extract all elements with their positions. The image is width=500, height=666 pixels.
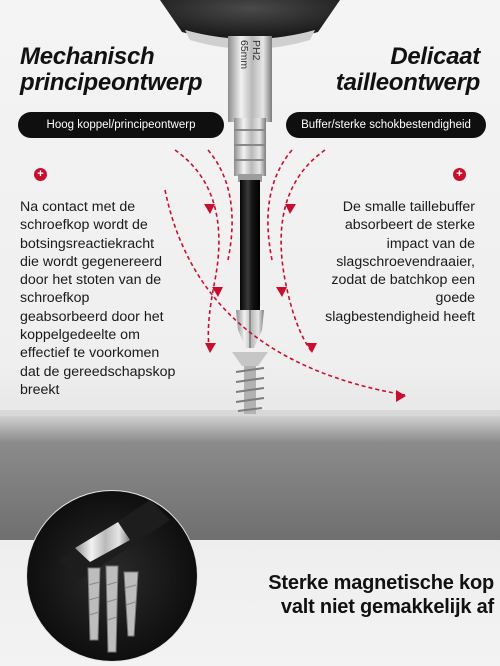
drill-chuck — [160, 0, 340, 42]
plus-circle-icon: + — [453, 168, 466, 181]
bit-label — [236, 40, 266, 110]
left-desc-line: geabsorbeerd door het — [20, 308, 164, 325]
left-heading — [20, 44, 220, 96]
right-desc-line: absorbeert de sterke — [344, 217, 475, 234]
right-desc-line: De smalle taillebuffer — [342, 199, 475, 215]
left-heading-line1: Mechanisch — [20, 43, 155, 70]
left-desc-line: effectief te voorkomen — [20, 345, 160, 362]
right-feature-badge: Buffer/sterke schokbestendigheid — [286, 112, 486, 138]
left-description — [20, 198, 205, 399]
right-desc-line: impact van de — [386, 235, 475, 252]
left-desc-line: koppelgedeelte om — [20, 327, 140, 344]
bit-label-length: 65mm — [238, 40, 250, 70]
right-heading — [310, 44, 480, 96]
plus-circle-icon: + — [34, 168, 47, 181]
left-desc-line: schroefkop — [20, 290, 90, 307]
right-desc-line: slagbestendigheid heeft — [325, 308, 475, 325]
right-heading-line2: tailleontwerp — [335, 69, 480, 96]
left-desc-line: schroefkop wordt de — [20, 217, 148, 234]
left-desc-line: breekt — [20, 381, 60, 398]
right-description — [305, 198, 475, 326]
bottom-claim-line1: Sterke magnetische kop — [268, 572, 494, 594]
left-desc-line: dat de gereedschapskop — [20, 363, 176, 380]
right-desc-line: goede — [435, 290, 475, 307]
left-desc-line: door het stoten van de — [20, 272, 162, 289]
left-desc-line: botsingsreactiekracht — [20, 235, 155, 252]
left-heading-line2: principeontwerp — [20, 69, 203, 96]
right-desc-line: zodat de batchkop een — [331, 272, 475, 289]
right-heading-line1: Delicaat — [390, 43, 480, 70]
left-desc-line: Na contact met de — [20, 199, 136, 215]
screw-head — [232, 352, 268, 366]
right-desc-line: slagschroevendraaier, — [336, 253, 475, 270]
left-desc-line: die wordt gegenereerd — [20, 253, 162, 270]
left-feature-badge: Hoog koppel/principeontwerp — [18, 112, 224, 138]
bit-label-size: PH2 — [250, 40, 262, 61]
bit-shaft — [240, 180, 260, 310]
bottom-claim-line2: valt niet gemakkelijk af — [280, 596, 494, 618]
